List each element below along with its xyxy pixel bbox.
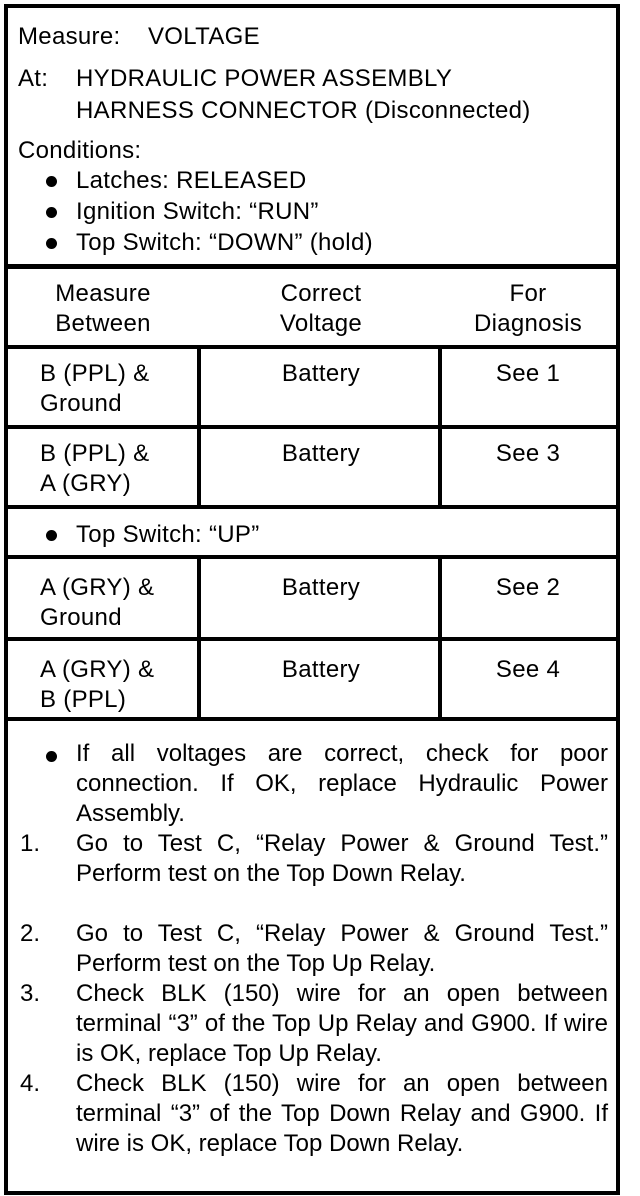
column-divider: [438, 347, 442, 507]
at-location-line1: HYDRAULIC POWER ASSEMBLY: [76, 65, 453, 92]
diagnosis-cell: See 4: [495, 656, 561, 683]
note-text: Go to Test C, “Relay Power & Ground Test.” Perform test on the Top Down Relay.: [76, 830, 608, 887]
condition-item: Top Switch: “DOWN” (hold): [76, 229, 373, 256]
measure-between-cell: B (PPL) & Ground: [40, 360, 150, 417]
note-text: If all voltages are correct, check for poor connection. If OK, replace Hydraulic Power Assembly.: [76, 740, 608, 827]
diagnosis-cell: See 1: [495, 360, 561, 387]
diagnosis-cell: See 2: [495, 574, 561, 601]
note-text: Go to Test C, “Relay Power & Ground Test.” Perform test on the Top Up Relay.: [76, 920, 608, 977]
column-divider: [438, 557, 442, 719]
measure-value: VOLTAGE: [148, 23, 260, 50]
at-label: At:: [18, 65, 49, 92]
condition-item: Latches: RELEASED: [76, 167, 307, 194]
bullet-icon: [46, 176, 57, 187]
correct-voltage-cell: Battery: [281, 574, 361, 601]
measure-between-cell: B (PPL) & A (GRY): [40, 440, 150, 497]
condition-row: [8, 509, 616, 557]
column-header-for-diagnosis: For Diagnosis: [473, 280, 583, 337]
test-procedure-table: [4, 4, 620, 1195]
correct-voltage-cell: Battery: [281, 360, 361, 387]
conditions-label: Conditions:: [18, 137, 142, 164]
at-location-line2: HARNESS CONNECTOR (Disconnected): [76, 97, 531, 124]
column-header-correct-voltage: Correct Voltage: [279, 280, 363, 337]
condition-item: Top Switch: “UP”: [76, 521, 260, 548]
note-number: 1.: [20, 830, 41, 857]
bullet-icon: [46, 238, 57, 249]
bullet-icon: [46, 207, 57, 218]
measure-between-cell: A (GRY) & Ground: [40, 574, 155, 631]
bullet-icon: [46, 530, 57, 541]
measure-label: Measure:: [18, 23, 121, 50]
correct-voltage-cell: Battery: [281, 656, 361, 683]
correct-voltage-cell: Battery: [281, 440, 361, 467]
bullet-icon: [46, 751, 57, 762]
notes-block: [8, 721, 616, 1191]
table-row: [8, 559, 616, 637]
measure-between-cell: A (GRY) & B (PPL): [40, 656, 155, 713]
column-header-measure-between: Measure Between: [55, 280, 151, 337]
note-number: 3.: [20, 980, 41, 1007]
column-divider: [197, 347, 201, 507]
diagnosis-cell: See 3: [495, 440, 561, 467]
column-divider: [197, 557, 201, 719]
condition-item: Ignition Switch: “RUN”: [76, 198, 319, 225]
note-number: 2.: [20, 920, 41, 947]
table-row: [8, 429, 616, 507]
note-number: 4.: [20, 1070, 41, 1097]
header-block: [8, 8, 616, 266]
table-row: [8, 349, 616, 427]
table-row: [8, 641, 616, 719]
note-text: Check BLK (150) wire for an open between terminal “3” of the Top Up Relay and G900. If wire is OK, replace Top Up Relay.: [76, 980, 608, 1067]
note-text: Check BLK (150) wire for an open between terminal “3” of the Top Down Relay and G900. If wire is OK, replace Top Down Relay.: [76, 1070, 608, 1157]
table-header-row: [8, 269, 616, 347]
